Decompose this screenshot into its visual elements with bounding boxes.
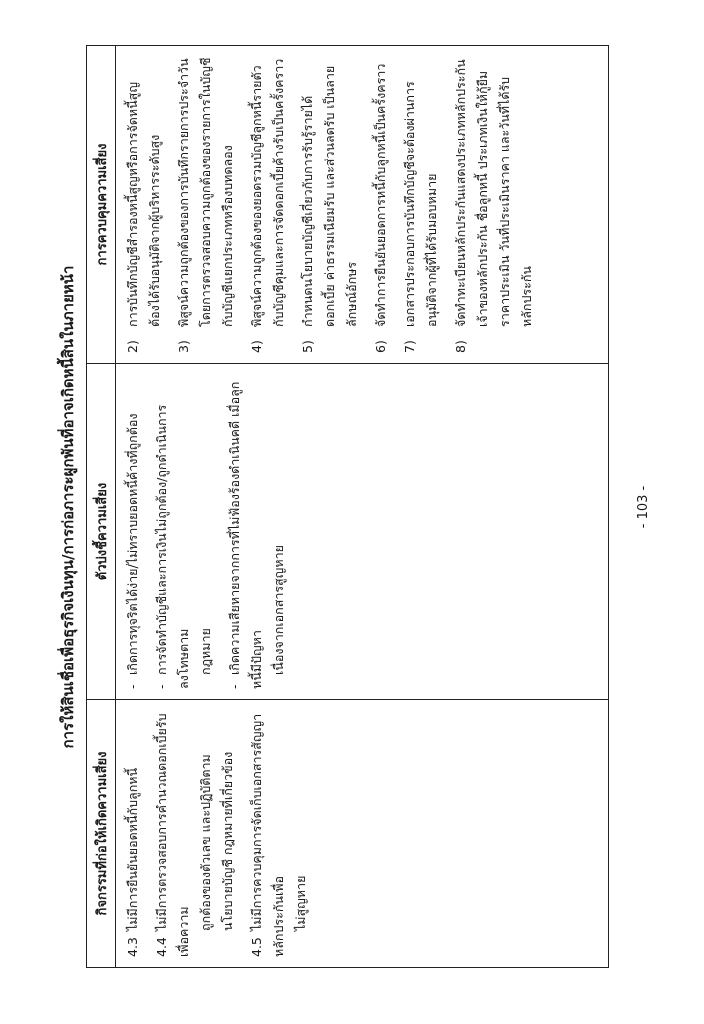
table-row: [116, 46, 609, 968]
risk-control-cell: [116, 46, 609, 364]
item-number: 3): [176, 340, 191, 353]
item-number: 5): [300, 340, 315, 353]
page-number: - 103 -: [636, 485, 651, 529]
control-item: [122, 56, 166, 353]
item-continuation: เนื่องจากเอกสารสูญหาย: [271, 545, 286, 675]
item-number: 6): [373, 340, 388, 353]
item-text: พิสูจน์ความถูกต้องของยอดรวมบัญชีลูกหนี้รายตัว: [249, 65, 264, 327]
control-item: [173, 56, 239, 353]
activity-item: [122, 710, 144, 957]
item-text: เกิดความเสียหายจากการที่ไม่ฟ้องร้องดำเนินคดี เมื่อลูกหนี้มีปัญหา: [227, 381, 264, 689]
item-continuation: กับบัญชีคุมและการจัดดอกเบี้ยค้างรับเป็นครั้งคราว: [271, 58, 286, 327]
rotated-page-content: [50, 46, 670, 968]
item-number: 7): [402, 340, 417, 353]
item-text: ไม่มีการตรวจสอบการคำนวณดอกเบี้ยรับ เพื่อความ: [154, 713, 191, 957]
item-text: การบันทึกบัญชีสำรองหนี้สูญหรือการจัดหนี้สูญ: [125, 82, 140, 327]
control-item: [450, 56, 538, 353]
activity-item: [246, 710, 312, 957]
item-text: ไม่มีการควบคุมการจัดเก็บเอกสารสัญญาหลักประกันเพื่อ: [249, 713, 286, 957]
risk-indicator-cell: [116, 364, 609, 700]
item-text: กำหนดนโยบายบัญชีเกี่ยวกับการรับรู้รายได้: [300, 95, 315, 327]
item-text: จัดทำการยืนยันยอดการหนี้กับลูกหนี้เป็นครั้งคราว: [373, 63, 388, 327]
item-continuation: โดยการตรวจสอบความถูกต้องของรายการในบัญชี กับบัญชีแยกประเภทหรืองบทดลอง: [198, 57, 235, 327]
item-text: เอกสารประกอบการบันทึกบัญชีจะต้องผ่านการ: [402, 81, 417, 327]
table-header-row: [87, 46, 116, 968]
header-activity: กิจกรรมที่ก่อให้เกิดความเสี่ยง: [87, 700, 116, 968]
item-number: 4.5: [249, 937, 264, 957]
indicator-item: [122, 374, 144, 689]
item-continuation: ต้องได้รับอนุมัติจากผู้บริหารระดับสูง: [147, 134, 162, 327]
bullet-dash: -: [154, 684, 169, 689]
document-heading: การให้สินเชื่อเพื่อธุรกิจเงินทุน/การก่อภาระผูกพันที่อาจเกิดหนี้สินในภายหน้า: [59, 265, 77, 749]
item-continuation: ดอกเบี้ย ค่าธรรมเนียมรับ และส่วนลดรับ เป็นลายลักษณ์อักษร: [322, 65, 359, 327]
item-continuation: ไม่สูญหาย: [293, 875, 308, 931]
control-item: [370, 56, 392, 353]
item-number: 4): [249, 340, 264, 353]
control-item: [297, 56, 363, 353]
control-item: [399, 56, 443, 353]
bullet-dash: -: [125, 684, 140, 689]
item-text: จัดทำทะเบียนหลักประกันแสดงประเภทหลักประกัน: [453, 59, 468, 327]
item-text: ไม่มีการยืนยันยอดหนี้กับลูกหนี้: [125, 767, 140, 931]
item-continuation: ถูกต้องของตัวเลข และปฏิบัติตามนโยบายบัญชี กฎหมายที่เกี่ยวข้อง: [198, 751, 235, 931]
item-text: เกิดการทุจริตได้ง่าย/ไม่ทราบยอดหนี้ค้างที่ถูกต้อง: [125, 413, 140, 675]
item-continuation: กฎหมาย: [198, 628, 213, 675]
item-continuation: เจ้าของหลักประกัน ชื่อลูกหนี้ ประเภทเงินให้กู้ยืม ราคาประเมิน วันที่ประเมินราคา และวันที่ได้รับหลักประกัน: [475, 70, 534, 327]
item-number: 2): [125, 340, 140, 353]
header-risk-control: การควบคุมความเสี่ยง: [87, 46, 116, 364]
activity-item: [151, 710, 239, 957]
indicator-item: [224, 374, 290, 689]
control-item: [246, 56, 290, 353]
risk-control-table: [86, 45, 609, 968]
header-risk-indicator: ตัวบ่งชี้ความเสี่ยง: [87, 364, 116, 700]
item-text: พิสูจน์ความถูกต้องของการบันทึกรายการประจำวัน: [176, 58, 191, 327]
indicator-item: [151, 374, 217, 689]
item-number: 4.3: [125, 937, 140, 957]
item-number: 4.4: [154, 937, 169, 957]
bullet-dash: -: [227, 684, 242, 689]
item-continuation: อนุมัติจากผู้ที่ได้รับมอบหมาย: [424, 173, 439, 327]
activity-cell: [116, 700, 609, 968]
item-text: การจัดทำบัญชีและการเงินไม่ถูกต้อง/ถูกดำเนินการลงโทษตาม: [154, 404, 191, 689]
item-number: 8): [453, 340, 468, 353]
